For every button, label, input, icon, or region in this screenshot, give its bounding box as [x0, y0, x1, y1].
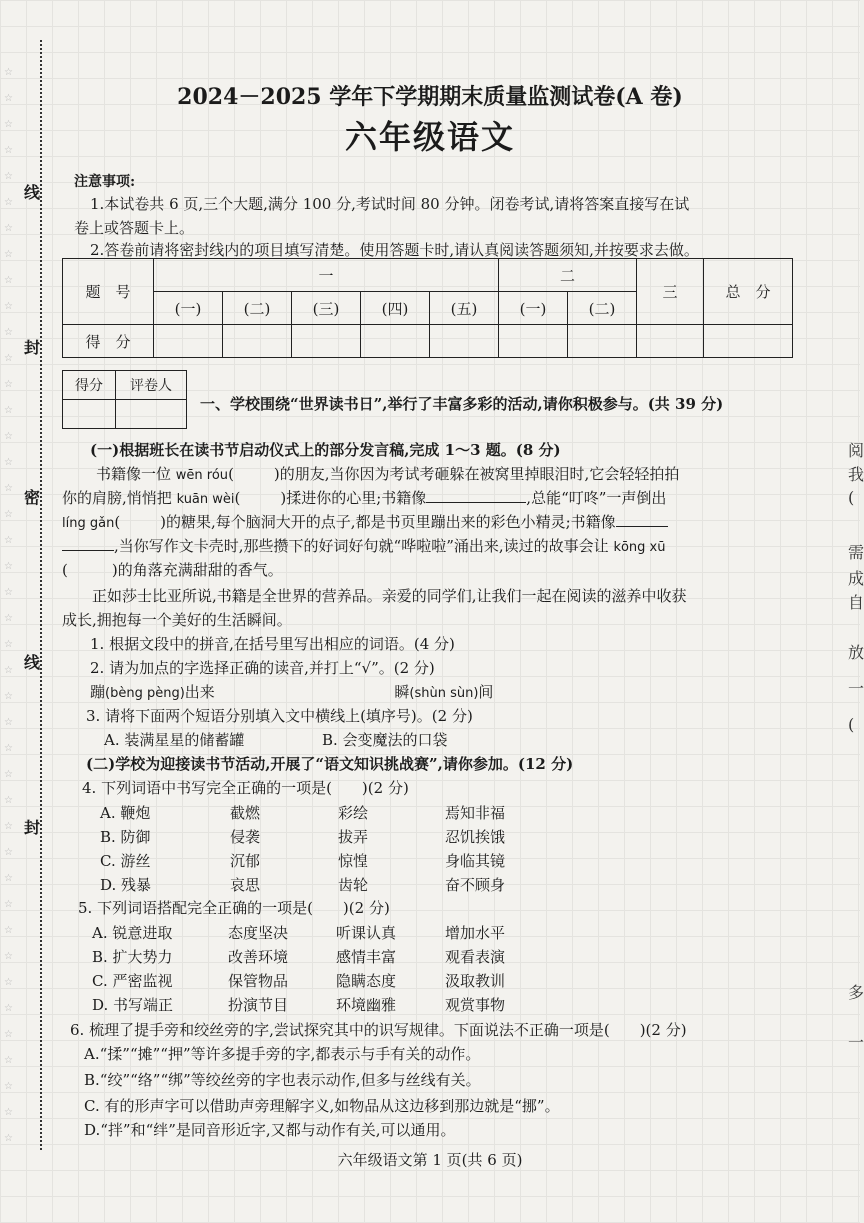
word-tail: 间: [478, 683, 494, 701]
q5-word: 感情丰富: [336, 948, 397, 966]
question-1: 1. 根据文段中的拼音,在括号里写出相应的词语。(4 分): [90, 635, 455, 653]
passage-text: 的糖果,每个脑洞大开的点子,都是书页里蹦出来的彩色小精灵;书籍像: [166, 513, 616, 531]
passage-text: 书籍像一位: [96, 465, 172, 483]
passage-line: [62, 536, 665, 558]
question-6: 6. 梳理了提手旁和绞丝旁的字,尝试探究其中的识写规律。下面说法不正确一项是( )(2 分): [70, 1021, 687, 1039]
pinyin: wēn róu: [175, 468, 229, 483]
q6-option[interactable]: A.“揉”“摊”“押”等许多提手旁的字,都表示与手有关的动作。: [84, 1045, 481, 1063]
passage-text: 的角落充满甜甜的香气。: [117, 561, 283, 579]
q3-option-b: B. 会变魔法的口袋: [322, 731, 448, 749]
score-group-3: 三: [637, 259, 704, 325]
question-4: 4. 下列词语中书写完全正确的一项是( )(2 分): [82, 779, 409, 797]
q4-word: 沉郁: [230, 852, 261, 870]
passage-line: 你的肩膀,悄悄把 kuān wèi( )揉进你的心里;书籍像 ,总能“叮咚”一声倒出: [62, 489, 667, 507]
edge-char: 我: [848, 465, 864, 484]
edge-char: 需: [848, 543, 864, 562]
q5-option[interactable]: D. 书写端正: [92, 996, 174, 1014]
q5-word: 观看表演: [445, 948, 506, 966]
q4-word: 侵袭: [230, 828, 261, 846]
q4-option[interactable]: C. 游丝: [100, 852, 151, 870]
edge-char: (: [848, 715, 855, 734]
q4-word: 焉知非福: [445, 804, 506, 822]
passage-line: líng gǎn( )的糖果,每个脑洞大开的点子,都是书页里蹦出来的彩色小精灵;书籍像: [62, 512, 668, 534]
edge-char: 一: [848, 1033, 864, 1052]
q5-word: 听课认真: [336, 924, 397, 942]
q4-option[interactable]: A. 鞭炮: [100, 804, 151, 822]
edge-char: 一: [848, 679, 864, 698]
q5-word: 隐瞒态度: [336, 972, 397, 990]
q5-word: 保管物品: [228, 972, 289, 990]
pinyin: líng gǎn: [62, 516, 115, 531]
q4-word: 身临其镜: [445, 852, 506, 870]
edge-char: 成: [848, 569, 864, 588]
passage-text: 的朋友,当你因为考试考砸躲在被窝里掉眼泪时,它会轻轻拍拍: [279, 465, 680, 483]
dotted-char: 瞬: [394, 683, 410, 701]
q6-option[interactable]: D.“拌”和“绊”是同音形近字,又都与动作有关,可以通用。: [84, 1121, 456, 1139]
grader-score-label: 得分: [63, 371, 116, 400]
score-cell[interactable]: [361, 325, 430, 358]
notice-line: 1.本试卷共 6 页,三个大题,满分 100 分,考试时间 80 分钟。闭卷考试,请将答案直接写在试: [90, 195, 690, 213]
score-cell[interactable]: [292, 325, 361, 358]
seal-line: [40, 40, 42, 1150]
q5-word: 环境幽雅: [336, 996, 397, 1014]
answer-blank[interactable]: [426, 488, 526, 503]
passage-line: ( )的角落充满甜甜的香气。: [62, 561, 283, 579]
score-sub: (五): [430, 292, 499, 325]
passage-line: 书籍像一位 wēn róu( )的朋友,当你因为考试考砸躲在被窝里掉眼泪时,它会轻轻拍拍: [96, 465, 680, 483]
q5-word: 扮演节目: [228, 996, 289, 1014]
edge-char: 自: [848, 593, 864, 612]
score-table-header: 题 号: [63, 259, 154, 325]
q4-word: 齿轮: [338, 876, 369, 894]
q4-word: 忍饥挨饿: [445, 828, 506, 846]
page-footer: 六年级语文第 1 页(共 6 页): [337, 1151, 523, 1169]
score-cell[interactable]: [430, 325, 499, 358]
notice-heading: 注意事项:: [74, 174, 136, 190]
q5-word: 汲取教训: [445, 972, 506, 990]
score-total: 总 分: [704, 259, 793, 325]
seal-char: 线: [24, 183, 41, 202]
q6-option[interactable]: C. 有的形声字可以借助声旁理解字义,如物品从这边移到那边就是“挪”。: [84, 1097, 560, 1115]
score-cell[interactable]: [154, 325, 223, 358]
score-sub: (三): [292, 292, 361, 325]
answer-blank[interactable]: [62, 536, 114, 551]
edge-char: 放: [848, 643, 864, 662]
seal-char: 封: [24, 338, 41, 357]
dotted-char: 蹦: [90, 683, 106, 701]
score-cell[interactable]: [499, 325, 568, 358]
score-group-2: 二: [499, 259, 637, 292]
score-cell[interactable]: [568, 325, 637, 358]
grader-score-cell[interactable]: [63, 400, 116, 429]
passage-text: ,当你写作文卡壳时,那些攒下的好词好句就“哗啦啦”涌出来,读过的故事会让: [114, 537, 609, 555]
answer-blank[interactable]: [616, 512, 668, 527]
q5-option[interactable]: B. 扩大势力: [92, 948, 173, 966]
edge-char: 阅: [848, 441, 864, 460]
score-group-1: 一: [154, 259, 499, 292]
score-sub: (二): [223, 292, 292, 325]
score-row-label: 得 分: [63, 325, 154, 358]
q5-word: 态度坚决: [228, 924, 289, 942]
score-sub: (一): [154, 292, 223, 325]
exam-title: 2024－2025 学年下学期期末质量监测试卷(A 卷): [177, 84, 683, 110]
passage-line: 成长,拥抱每一个美好的生活瞬间。: [62, 611, 292, 629]
passage-line: 正如莎士比亚所说,书籍是全世界的营养品。亲爱的同学们,让我们一起在阅读的滋养中收获: [92, 587, 687, 605]
part1-title: (一)根据班长在读书节启动仪式上的部分发言稿,完成 1～3 题。(8 分): [90, 441, 561, 459]
passage-text: 揉进你的心里;书籍像: [286, 489, 427, 507]
q4-option[interactable]: B. 防御: [100, 828, 151, 846]
pinyin-choice[interactable]: (bèng pèng): [105, 686, 185, 701]
section1-title: 一、学校围绕“世界读书日”,举行了丰富多彩的活动,请你积极参与。(共 39 分): [200, 395, 724, 413]
notice-line: 2.答卷前请将密封线内的项目填写清楚。使用答题卡时,请认真阅读答题须知,并按要求去做。: [90, 241, 699, 259]
pinyin-choice[interactable]: (shùn sùn): [409, 686, 479, 701]
score-cell[interactable]: [637, 325, 704, 358]
q5-option[interactable]: C. 严密监视: [92, 972, 173, 990]
q4-word: 拔弄: [338, 828, 369, 846]
edge-char: 多: [848, 983, 864, 1002]
question-2: 2. 请为加点的字选择正确的读音,并打上“√”。(2 分): [90, 659, 435, 677]
passage-text: 你的肩膀,悄悄把: [62, 489, 172, 507]
q5-word: 观赏事物: [445, 996, 506, 1014]
seal-char: 密: [24, 488, 41, 507]
question-3: 3. 请将下面两个短语分别填入文中横线上(填序号)。(2 分): [86, 707, 473, 725]
notice-line: 卷上或答题卡上。: [74, 219, 195, 237]
grader-name-cell[interactable]: [116, 400, 187, 429]
q5-option[interactable]: A. 锐意进取: [92, 924, 173, 942]
question-5: 5. 下列词语搭配完全正确的一项是( )(2 分): [78, 899, 390, 917]
seal-char: 封: [24, 818, 41, 837]
score-sub: (一): [499, 292, 568, 325]
grader-label: 评卷人: [116, 371, 187, 400]
q5-word: 增加水平: [445, 924, 506, 942]
seal-char: 线: [24, 653, 41, 672]
q4-word: 奋不顾身: [445, 876, 506, 894]
q3-option-a: A. 装满星星的储蓄罐: [104, 731, 245, 749]
score-sub: (二): [568, 292, 637, 325]
margin-dots: ☆ ☆ ☆ ☆ ☆ ☆ ☆ ☆ ☆ ☆ ☆ ☆ ☆ ☆ ☆ ☆ ☆ ☆ ☆ ☆ ☆ ☆ ☆ ☆ ☆ ☆ ☆ ☆ ☆ ☆ ☆ ☆ ☆ ☆ ☆ ☆ ☆ ☆ ☆ ☆ ☆ ☆: [4, 67, 13, 1144]
score-table: [62, 258, 793, 358]
grader-table: [62, 370, 187, 429]
edge-char: (: [848, 488, 855, 507]
passage-text: ,总能“叮咚”一声倒出: [526, 489, 667, 507]
word-tail: 出来: [184, 683, 215, 701]
score-sub: (四): [361, 292, 430, 325]
q4-option[interactable]: D. 残暴: [100, 876, 152, 894]
score-cell[interactable]: [223, 325, 292, 358]
q5-word: 改善环境: [228, 948, 289, 966]
q4-word: 哀思: [230, 876, 261, 894]
pinyin: kuān wèi: [176, 492, 235, 507]
q4-word: 截燃: [230, 804, 261, 822]
q2-options: [90, 682, 493, 704]
exam-subject: 六年级语文: [344, 118, 515, 156]
q4-word: 惊惶: [338, 852, 369, 870]
part2-title: (二)学校为迎接读书节活动,开展了“语文知识挑战赛”,请你参加。(12 分): [86, 755, 574, 773]
score-cell[interactable]: [704, 325, 793, 358]
pinyin: kōng xū: [613, 540, 666, 555]
q4-word: 彩绘: [338, 804, 369, 822]
q6-option[interactable]: B.“绞”“络”“绑”等绞丝旁的字也表示动作,但多与丝线有关。: [84, 1071, 481, 1089]
